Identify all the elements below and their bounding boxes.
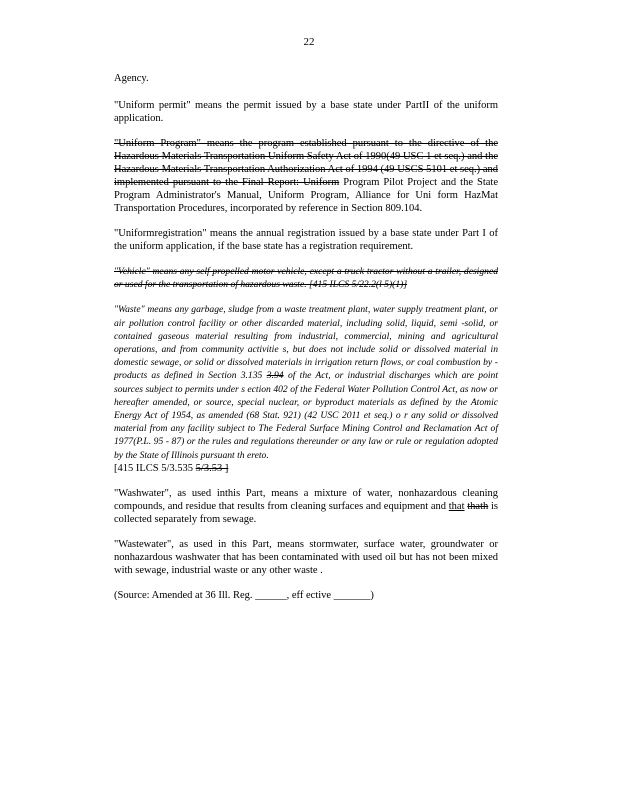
washwater-end: is collected separately from sewage. bbox=[114, 500, 498, 525]
paragraph-waste bbox=[114, 303, 498, 474]
waste-struck-section: 3.94 bbox=[266, 370, 284, 382]
paragraph-uniform-registration: "Uniformregistration" means the annual registration issued by a base state under Part I of the uniform application, if the base state has a registration requirement. bbox=[114, 228, 498, 252]
source-note: (Source: Amended at 36 Ill. Reg. ______, eff ective _______) bbox=[114, 589, 374, 601]
paragraph-washwater bbox=[114, 487, 498, 526]
waste-citation-struck: 5/3.53 ] bbox=[195, 462, 229, 474]
paragraph-agency: Agency. bbox=[114, 73, 149, 84]
paragraph-vehicle-struck: "Vehicle" means any self propelled motor vehicle, except a truck tractor without a trailer, designed or used for the transportation of hazardous waste. [415 ILCS 5/22.2(l 5)(1)] bbox=[114, 266, 498, 291]
paragraph-wastewater: "Wastewater", as used in this Part, means stormwater, surface water, groundwater or nonhazardous washwater that has been contaminated with used oil but has not been mixed with sewage, industrial waste or any other waste . bbox=[114, 538, 498, 576]
washwater-that: that bbox=[448, 500, 465, 512]
waste-definition-text-2: of the Act, or industrial discharges which are point sources subject to permits under s ection 402 of the Federal Water Pollution Control Act, as now or hereafter amended, or source, special nuclear, or byproduct materials as defined by the Atomic Energy Act of 1954, as amended (68 Stat. 921) (42 USC 2011 et seq.) o r any solid or dissolved material from any facility subject to The Federal Surface Mining Control and Reclamation Act of 1977(P.L. 95 - 87) or the rules and regulations thereunder or any law or rule or regulation adopted by the State of Illinois pursuant th ereto. bbox=[114, 370, 498, 461]
struck-text-uniform-program: "Uniform Program" means the program established pursuant to the directive of the Hazardous Materials Transportation Uniform Safety Act of 1990(49 USC 1 et seq.) and the Hazardous Materials Transportation Authorization Act of 1994 (49 USCS 5101 et seq.) and implemented pursuant to the Final Report: Uniform bbox=[114, 138, 498, 188]
paragraph-uniform-program bbox=[114, 137, 498, 215]
page-number: 22 bbox=[303, 36, 315, 48]
washwater-text: "Washwater", as used inthis Part, means a mixture of water, nonhazardous cleaning compounds, and residue that results from cleaning surfaces and equipment and bbox=[114, 487, 498, 512]
waste-citation: [415 ILCS 5/3.535 bbox=[114, 462, 194, 474]
washwater-struck: thath bbox=[467, 500, 489, 512]
uniform-program-text: Program Pilot Project and the State Program Administrator's Manual, Uniform Program, Alliance for Uni form HazMat Transportation Procedures, incorporated by reference in Section 809.104. bbox=[114, 177, 499, 214]
paragraph-uniform-permit: "Uniform permit" means the permit issued by a base state under PartII of the uniform application. bbox=[114, 100, 498, 124]
document-body bbox=[114, 72, 498, 614]
waste-definition-text: "Waste" means any garbage, sludge from a waste treatment plant, water supply treatment plant, or air pollution control facility or other discarded material, including solid, liquid, semi -solid, or contained gaseous material resulting from industrial, commercial, mining and agricultural operations, and from community activitie s, but does not include solid or dissolved material in domestic sewage, or solid or dissolved materials in irrigation return flows, or coal combustion by - products as defined in Section 3.135 bbox=[114, 304, 498, 382]
